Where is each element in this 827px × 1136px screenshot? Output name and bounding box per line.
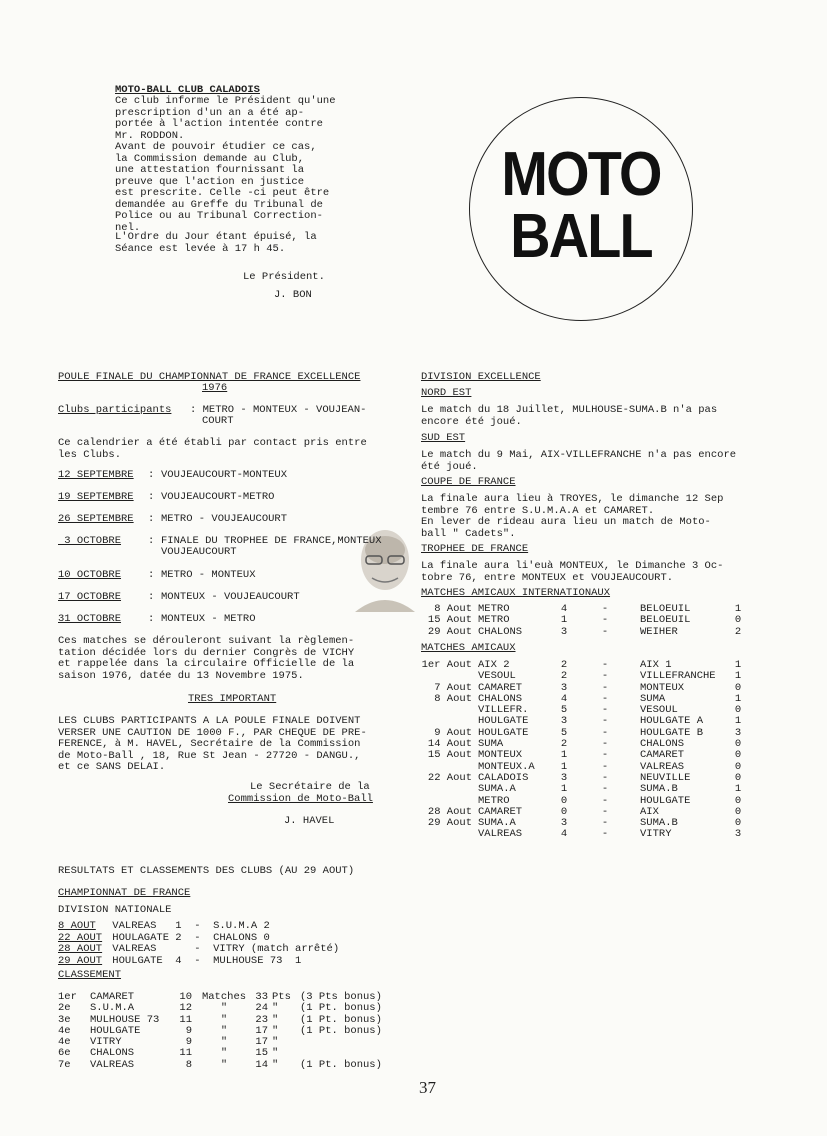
- intl-matches-table: [416, 604, 746, 638]
- standing-bonus: (1 Pt. bonus): [300, 1002, 382, 1015]
- home-score: 1: [560, 783, 568, 796]
- standing-matches-label: ": [220, 1036, 228, 1049]
- standing-rank: 7e: [58, 1058, 71, 1071]
- standing-points: 15: [255, 1047, 268, 1060]
- away-score: 0: [734, 817, 742, 830]
- schedule-colon: :: [148, 569, 155, 581]
- text-line: été joué.: [421, 460, 478, 473]
- text-line: VERSER UNE CAUTION DE 1000 F., PAR CHEQUE DE PRE-: [58, 726, 367, 739]
- amicaux-match-row: [416, 671, 746, 682]
- clubs-value-cont: COURT: [202, 415, 234, 427]
- standing-matches-label: ": [220, 1047, 228, 1060]
- club-text: [115, 96, 336, 234]
- score-dash: -: [601, 817, 609, 830]
- score-dash: -: [601, 681, 609, 694]
- match-date: 29 Aout: [427, 625, 472, 638]
- result-date: 8 AOUT: [58, 920, 96, 932]
- standing-matches-label: ": [220, 1002, 228, 1015]
- schedule-match: FINALE DU TROPHEE DE FRANCE,MONTEUX: [161, 535, 382, 547]
- amicaux-label: MATCHES AMICAUX: [421, 642, 516, 654]
- home-team: SUMA: [478, 738, 504, 751]
- text-line: Séance est levée à 17 h 45.: [115, 242, 286, 255]
- standing-row: [58, 1060, 382, 1071]
- standing-rank: 4e: [58, 1024, 71, 1037]
- text-line: Ce club informe le Président qu'une: [115, 95, 336, 107]
- coupe-text: [421, 494, 723, 540]
- schedule-date: 31 OCTOBRE: [58, 613, 122, 625]
- schedule-date: 3 OCTOBRE: [58, 535, 122, 547]
- sud-est-label: SUD EST: [421, 432, 466, 444]
- standing-points-label: ": [272, 1013, 279, 1026]
- home-score: 4: [560, 603, 568, 615]
- score-dash: -: [601, 715, 609, 728]
- standing-matches: 8: [185, 1058, 192, 1071]
- poule-year: 1976: [202, 382, 228, 394]
- standing-club: CHALONS: [90, 1047, 135, 1060]
- home-score: 1: [560, 749, 568, 762]
- schedule-match: VOUJEAUCOURT-METRO: [161, 491, 275, 503]
- clubs-label: Clubs participants: [58, 404, 172, 416]
- amicaux-match-row: [416, 784, 746, 795]
- away-score: 0: [734, 749, 742, 762]
- standing-points: 14: [255, 1058, 268, 1071]
- text-line: tembre 76 entre S.U.M.A.A et CAMARET.: [421, 504, 655, 517]
- score-dash: -: [601, 692, 609, 705]
- text-line: et ce SANS DELAI.: [58, 761, 166, 773]
- standing-club: CAMARET: [90, 991, 135, 1003]
- home-score: 2: [560, 738, 568, 751]
- away-team: CAMARET: [640, 749, 685, 762]
- away-score: 3: [734, 726, 742, 739]
- coupe-label: COUPE DE FRANCE: [421, 476, 516, 488]
- standing-bonus: (1 Pt. bonus): [300, 1058, 382, 1071]
- home-team: VILLEFR.: [478, 704, 529, 717]
- score-dash: -: [601, 726, 609, 739]
- secretary-name: J. HAVEL: [284, 815, 335, 827]
- result-text: HOULAGATE 2 - CHALONS 0: [106, 931, 270, 944]
- away-score: 3: [734, 828, 742, 841]
- text-line: Police ou au Tribunal Correction-: [115, 210, 323, 222]
- text-line: prescription d'un an a été ap-: [115, 106, 305, 119]
- away-score: 0: [734, 771, 742, 784]
- away-score: 0: [734, 681, 742, 694]
- president-name: J. BON: [274, 289, 312, 301]
- standing-matches: 9: [185, 1036, 192, 1049]
- schedule-colon: :: [148, 491, 155, 503]
- schedule-date: 26 SEPTEMBRE: [58, 513, 134, 525]
- text-line: Le match du 9 Mai, AIX-VILLEFRANCHE n'a pas encore: [421, 449, 737, 461]
- text-line: est prescrite. Celle -ci peut être: [115, 187, 330, 199]
- text-line: FERENCE, à M. HAVEL, Secrétaire de la Commission: [58, 738, 361, 750]
- intl-match-row: [416, 627, 746, 638]
- standing-matches-label: ": [220, 1013, 228, 1026]
- score-dash: -: [601, 614, 609, 627]
- text-line: les Clubs.: [58, 448, 122, 461]
- standing-matches: 12: [179, 1002, 192, 1015]
- home-team: CAMARET: [478, 805, 523, 818]
- standing-matches: 10: [179, 991, 192, 1003]
- president-title: Le Président.: [243, 271, 325, 283]
- away-team: HOULGATE: [640, 794, 691, 807]
- sud-est-text: [421, 450, 736, 473]
- match-date: [416, 829, 478, 840]
- match-date: [416, 784, 478, 795]
- home-team: SUMA.A: [478, 783, 516, 796]
- result-date: 22 AOUT: [58, 931, 103, 944]
- home-score: 4: [560, 692, 568, 705]
- score-dash: -: [601, 828, 609, 841]
- home-team: CHALONS: [478, 692, 523, 705]
- secretary-line1: Le Secrétaire de la: [250, 781, 370, 793]
- standing-bonus: (1 Pt. bonus): [300, 1024, 382, 1037]
- away-team: BELOEUIL: [640, 603, 691, 615]
- home-team: HOULGATE: [478, 726, 529, 739]
- text-line: Ces matches se dérouleront suivant la règlemen-: [58, 635, 355, 647]
- score-dash: -: [601, 704, 609, 717]
- standing-rank: 2e: [58, 1002, 71, 1015]
- schedule-colon: :: [148, 469, 155, 481]
- standing-points: 17: [255, 1024, 268, 1037]
- away-score: 1: [734, 670, 742, 683]
- home-score: 3: [560, 771, 568, 784]
- score-dash: -: [601, 738, 609, 751]
- standing-points: 17: [255, 1036, 268, 1049]
- text-line: tobre 76, entre MONTEUX et VOUJEAUCOURT.: [421, 571, 674, 584]
- home-score: 0: [560, 805, 568, 818]
- home-team: CAMARET: [478, 681, 523, 694]
- text-line: La finale aura li'euà MONTEUX, le Dimanche 3 Oc-: [421, 560, 724, 572]
- text-line: une attestation fournissant la: [115, 164, 305, 176]
- away-score: 2: [734, 625, 742, 638]
- standing-matches-label: Matches: [201, 991, 247, 1003]
- away-score: 1: [734, 603, 742, 615]
- text-line: la Commission demande au Club,: [115, 152, 305, 165]
- schedule-date: 12 SEPTEMBRE: [58, 469, 134, 481]
- home-score: 2: [560, 670, 568, 683]
- away-team: BELOEUIL: [640, 614, 691, 627]
- home-score: 4: [560, 828, 568, 841]
- home-team: CALADOIS: [478, 771, 529, 784]
- result-row: [58, 956, 339, 968]
- standing-bonus: (3 Pts bonus): [300, 991, 382, 1003]
- result-date: 28 AOUT: [58, 943, 103, 955]
- amicaux-match-row: [416, 818, 746, 829]
- calendar-intro: [58, 438, 367, 461]
- standing-bonus: (1 Pt. bonus): [300, 1013, 382, 1026]
- text-line: portée à l'action intentée contre: [115, 118, 323, 130]
- clubs-value: : METRO - MONTEUX - VOUJEAN-: [190, 404, 367, 416]
- away-team: HOULGATE B: [640, 726, 704, 739]
- away-team: SUMA: [640, 692, 666, 705]
- text-line: tation décidée lors du dernier Congrès de VICHY: [58, 646, 355, 659]
- away-score: 0: [734, 805, 742, 818]
- home-team: HOULGATE: [478, 715, 529, 728]
- schedule-match-cont: VOUJEAUCOURT: [161, 546, 237, 558]
- standing-rank: 4e: [58, 1036, 71, 1049]
- home-team: AIX 2: [478, 659, 510, 671]
- home-score: 5: [560, 704, 568, 717]
- score-dash: -: [601, 625, 609, 638]
- standing-matches-label: ": [220, 1058, 228, 1071]
- rules-text: [58, 636, 354, 682]
- trophee-text: [421, 561, 723, 584]
- home-score: 5: [560, 726, 568, 739]
- score-dash: -: [601, 659, 609, 671]
- important-heading: TRES IMPORTANT: [188, 693, 277, 705]
- home-team: VESOUL: [478, 670, 516, 683]
- away-score: 1: [734, 715, 742, 728]
- club-heading: MOTO-BALL CLUB CALADOIS: [115, 84, 260, 96]
- schedule-colon: :: [148, 591, 155, 603]
- result-date: 29 AOUT: [58, 954, 103, 967]
- standing-matches: 9: [185, 1024, 192, 1037]
- standing-row: [58, 1003, 382, 1014]
- schedule-match: MONTEUX - METRO: [161, 613, 256, 625]
- text-line: et rappelée dans la circulaire Officielle de la: [58, 658, 355, 670]
- score-dash: -: [601, 760, 609, 773]
- amicaux-match-row: [416, 750, 746, 761]
- match-date: 1er Aout: [421, 659, 472, 671]
- standing-points: 23: [255, 1013, 268, 1026]
- classement-label: CLASSEMENT: [58, 969, 122, 981]
- away-team: VESOUL: [640, 704, 678, 717]
- away-score: 1: [734, 692, 742, 705]
- score-dash: -: [601, 670, 609, 683]
- home-team: SUMA.A: [478, 817, 516, 830]
- away-team: MONTEUX: [640, 681, 685, 694]
- away-team: VILLEFRANCHE: [640, 670, 716, 683]
- standing-points-label: ": [272, 1024, 279, 1037]
- home-score: 3: [560, 715, 568, 728]
- standing-club: VITRY: [90, 1036, 122, 1049]
- division-title: DIVISION EXCELLENCE: [421, 371, 541, 383]
- score-dash: -: [601, 771, 609, 784]
- match-date: 8 Aout: [434, 692, 472, 705]
- poule-title: POULE FINALE DU CHAMPIONNAT DE FRANCE EXCELLENCE: [58, 371, 361, 383]
- match-date: 15 Aout: [427, 614, 472, 627]
- away-team: VALREAS: [640, 760, 685, 773]
- standing-rank: 1er: [58, 991, 77, 1003]
- away-score: 1: [734, 783, 742, 796]
- standing-club: HOULGATE: [90, 1024, 141, 1037]
- away-team: CHALONS: [640, 738, 685, 751]
- match-date: 9 Aout: [434, 726, 472, 739]
- result-text: VALREAS 1 - S.U.M.A 2: [106, 920, 270, 932]
- standing-matches-label: ": [220, 1024, 228, 1037]
- amicaux-table: [416, 660, 746, 841]
- away-team: AIX: [640, 805, 659, 818]
- important-text: [58, 716, 367, 774]
- page-number: 37: [419, 1078, 436, 1097]
- standing-rank: 6e: [58, 1047, 71, 1060]
- text-line: de Moto-Ball , 18, Rue St Jean - 27720 - DANGU.,: [58, 749, 361, 762]
- match-date: 14 Aout: [427, 738, 472, 751]
- home-score: 3: [560, 625, 568, 638]
- schedule-date: 10 OCTOBRE: [58, 569, 122, 581]
- intl-match-row: [416, 615, 746, 626]
- standing-points: 24: [255, 1002, 268, 1015]
- home-team: CHALONS: [478, 625, 523, 638]
- standing-matches: 11: [179, 1013, 192, 1026]
- schedule-date: 17 OCTOBRE: [58, 591, 122, 603]
- standing-rank: 3e: [58, 1013, 71, 1026]
- away-team: HOULGATE A: [640, 715, 704, 728]
- standing-points-label: ": [272, 1002, 279, 1015]
- away-score: 0: [734, 794, 742, 807]
- home-team: MONTEUX: [478, 749, 523, 762]
- schedule-match: METRO - MONTEUX: [161, 569, 256, 581]
- text-line: ball " Cadets".: [421, 527, 516, 540]
- closing-text: [115, 232, 317, 255]
- away-score: 0: [734, 760, 742, 773]
- match-date: 15 Aout: [427, 749, 472, 762]
- match-date: 22 Aout: [427, 771, 472, 784]
- away-team: WEIHER: [640, 625, 678, 638]
- away-team: AIX 1: [640, 659, 672, 671]
- match-date: 29 Aout: [427, 817, 472, 830]
- home-team: MONTEUX.A: [478, 760, 535, 773]
- standing-points-label: ": [272, 1036, 279, 1049]
- standing-points-label: Pts: [272, 991, 291, 1003]
- text-line: Mr. RODDON.: [115, 129, 185, 142]
- match-date: 28 Aout: [427, 805, 472, 818]
- schedule-match: VOUJEAUCOURT-MONTEUX: [161, 469, 288, 481]
- score-dash: -: [601, 603, 609, 615]
- text-line: La finale aura lieu à TROYES, le dimanche 12 Sep: [421, 493, 724, 505]
- schedule-colon: :: [148, 535, 155, 547]
- amicaux-match-row: [416, 829, 746, 840]
- match-date: 7 Aout: [434, 681, 472, 694]
- standing-points-label: ": [272, 1058, 279, 1071]
- standing-bonus: [300, 1037, 382, 1048]
- text-line: nel.: [115, 221, 141, 234]
- amicaux-match-row: [416, 773, 746, 784]
- secretary-line2: Commission de Moto-Ball: [228, 793, 373, 805]
- championnat-label: CHAMPIONNAT DE FRANCE: [58, 887, 191, 899]
- home-team: VALREAS: [478, 828, 523, 841]
- results-title: RESULTATS ET CLASSEMENTS DES CLUBS (AU 29 AOUT): [58, 865, 355, 877]
- standing-matches: 11: [179, 1047, 192, 1060]
- home-score: 0: [560, 794, 568, 807]
- home-team: METRO: [478, 603, 510, 615]
- standing-points: 33: [255, 991, 268, 1003]
- results-matches: [58, 921, 339, 967]
- home-score: 1: [560, 760, 568, 773]
- text-line: demandée au Greffe du Tribunal de: [115, 198, 323, 211]
- away-team: VITRY: [640, 828, 672, 841]
- standings-table: [58, 992, 382, 1071]
- division-nationale-label: DIVISION NATIONALE: [58, 904, 172, 916]
- score-dash: -: [601, 805, 609, 818]
- text-line: saison 1976, datée du 13 Novembre 1975.: [58, 669, 304, 682]
- score-dash: -: [601, 749, 609, 762]
- text-line: encore été joué.: [421, 415, 522, 428]
- text-line: LES CLUBS PARTICIPANTS A LA POULE FINALE DOIVENT: [58, 715, 361, 727]
- schedule-match: METRO - VOUJEAUCOURT: [161, 513, 288, 525]
- text-line: En lever de rideau aura lieu un match de Moto-: [421, 516, 711, 528]
- away-team: NEUVILLE: [640, 771, 691, 784]
- match-date: [416, 671, 478, 682]
- logo-word-ball: BALL: [510, 202, 652, 271]
- standing-club: S.U.M.A: [90, 1002, 135, 1015]
- score-dash: -: [601, 783, 609, 796]
- result-text: VALREAS - VITRY (match arrêté): [106, 943, 340, 955]
- text-line: preuve que l'action en justice: [115, 175, 305, 188]
- standing-club: MULHOUSE 73: [90, 1013, 160, 1026]
- text-line: Ce calendrier a été établi par contact pris entre: [58, 437, 367, 449]
- away-team: SUMA.B: [640, 783, 678, 796]
- away-score: 0: [734, 614, 742, 627]
- home-score: 1: [560, 614, 568, 627]
- result-text: HOULGATE 4 - MULHOUSE 73 1: [106, 954, 302, 967]
- intl-label: MATCHES AMICAUX INTERNATIONAUX: [421, 587, 611, 599]
- nord-est-text: [421, 405, 717, 428]
- logo-word-moto: MOTO: [501, 140, 661, 209]
- home-score: 3: [560, 817, 568, 830]
- amicaux-match-row: [416, 694, 746, 705]
- text-line: Avant de pouvoir étudier ce cas,: [115, 141, 317, 153]
- home-team: METRO: [478, 614, 510, 627]
- home-score: 2: [560, 659, 568, 671]
- moto-ball-logo: [469, 97, 693, 321]
- standing-points-label: ": [272, 1047, 279, 1060]
- score-dash: -: [601, 794, 609, 807]
- away-score: 0: [734, 738, 742, 751]
- home-score: 3: [560, 681, 568, 694]
- match-date: 8 Aout: [434, 603, 472, 615]
- away-team: SUMA.B: [640, 817, 678, 830]
- away-score: 0: [734, 704, 742, 717]
- trophee-label: TROPHEE DE FRANCE: [421, 543, 529, 555]
- text-line: L'Ordre du Jour étant épuisé, la: [115, 231, 317, 243]
- away-score: 1: [734, 659, 742, 671]
- standing-club: VALREAS: [90, 1058, 135, 1071]
- schedule-date: 19 SEPTEMBRE: [58, 491, 134, 503]
- schedule-colon: :: [148, 613, 155, 625]
- match-date: [416, 705, 478, 716]
- text-line: Le match du 18 Juillet, MULHOUSE-SUMA.B n'a pas: [421, 404, 718, 416]
- schedule-colon: :: [148, 513, 155, 525]
- nord-est-label: NORD EST: [421, 387, 472, 399]
- schedule-match: MONTEUX - VOUJEAUCOURT: [161, 591, 300, 603]
- home-team: METRO: [478, 794, 510, 807]
